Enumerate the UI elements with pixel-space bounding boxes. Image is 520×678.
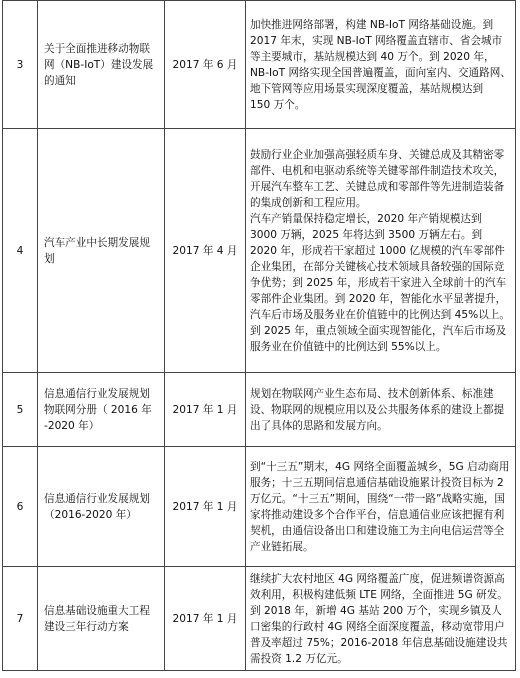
policy-name (38, 373, 165, 447)
policy-content (246, 129, 516, 373)
policy-name-text: 信息通信行业发展规划物联网分册（ 2016 年 -2020 年） (44, 387, 152, 432)
content-paragraph: 继续扩大农村地区 4G 网络覆盖广度，促进频谱资源高效利用，积极构建低频 LTE 网络，全面推进 5G 研发。到 2018 年，新增 4G 基站 200 万个，实现乡镇及人口密集的行政村 4G 网络全面深度覆盖，移动宽带用户普及率超过 75%；2016-2018 年信息基础设施建设共需投资 1.2 万亿元。 (250, 572, 508, 665)
content-paragraph: 150 万个。 (250, 98, 306, 111)
policy-name (38, 567, 165, 671)
policy-name-text: 汽车产业中长期发展规划 (44, 236, 150, 265)
content-paragraph: 到“十三五”期末，4G 网络全面覆盖城乡，5G 启动商用服务；十三五期间信息通信基础设施累计投资目标为 2 万亿元。“十三五”期间，围绕“一带一路”战略实施，国家将推动建设多个合作平台，信息通信业应该把握有利契机，由通信设备出口和建设施工为主向电信运营等全产业链拓展。 (250, 460, 510, 553)
table-row (3, 129, 516, 373)
row-number: 6 (3, 447, 38, 567)
content-paragraph: 规划在物联网产业生态布局、技术创新体系、标准建设、物联网的规模应用以及公共服务体系的建设上都提出了具体的思路和发展方向。 (250, 387, 505, 432)
table-row (3, 373, 516, 447)
table-row (3, 567, 516, 671)
policy-name (38, 1, 165, 129)
issue-date: 2017 年 1 月 (165, 567, 246, 671)
policy-name-text: 信息通信行业发展规划（2016-2020 年） (44, 492, 150, 521)
policy-content (246, 567, 516, 671)
content-paragraph: 鼓励行业企业加强高强轻质车身、关键总成及其精密零部件、电机和电驱动系统等关键零部件制造技术攻关，开展汽车整车工艺、关键总成和零部件等先进制造装备的集成创新和工程应用。 (250, 148, 505, 209)
policy-name (38, 447, 165, 567)
content-paragraph: 加快推进网络部署，构建 NB-IoT 网络基础设施。到 2017 年末，实现 NB-IoT 网络覆盖直辖市、省会城市等主要城市，基站规模达到 40 万个。到 2020 年，NB-IoT 网络实现全国普遍覆盖，面向室内、交通路网、地下管网等应用场景实现深度覆盖，基站规模达到 (250, 18, 511, 95)
issue-date: 2017 年 1 月 (165, 447, 246, 567)
table-row (3, 447, 516, 567)
policy-content (246, 1, 516, 129)
policy-content (246, 373, 516, 447)
policy-name-text: 信息基础设施重大工程建设三年行动方案 (44, 604, 150, 633)
row-number: 4 (3, 129, 38, 373)
table-row (3, 1, 516, 129)
issue-date: 2017 年 4 月 (165, 129, 246, 373)
issue-date: 2017 年 1 月 (165, 373, 246, 447)
row-number: 7 (3, 567, 38, 671)
policy-table (2, 0, 516, 671)
row-number: 3 (3, 1, 38, 129)
content-paragraph: 汽车产销量保持稳定增长，2020 年产销规模达到 3000 万辆，2025 年将达到 3500 万辆左右。到 2020 年，形成若干家超过 1000 亿规模的汽车零部件企业集团，在部分关键核心技术领域具备较强的国际竞争优势；到 2025 年，形成若干家进入全球前十的汽车零部件企业集团。到 2020 年，智能化水平显著提升，汽车后市场及服务业在价值链中的比例达到 45%以上。到 2025 年，重点领域全面实现智能化，汽车后市场及服务业在价值链中的比例达到 55%以上。 (250, 212, 510, 353)
policy-content (246, 447, 516, 567)
row-number: 5 (3, 373, 38, 447)
policy-name-text: 关于全面推进移动物联网（NB-IoT）建设发展的通知 (44, 42, 154, 87)
policy-name (38, 129, 165, 373)
issue-date: 2017 年 6 月 (165, 1, 246, 129)
